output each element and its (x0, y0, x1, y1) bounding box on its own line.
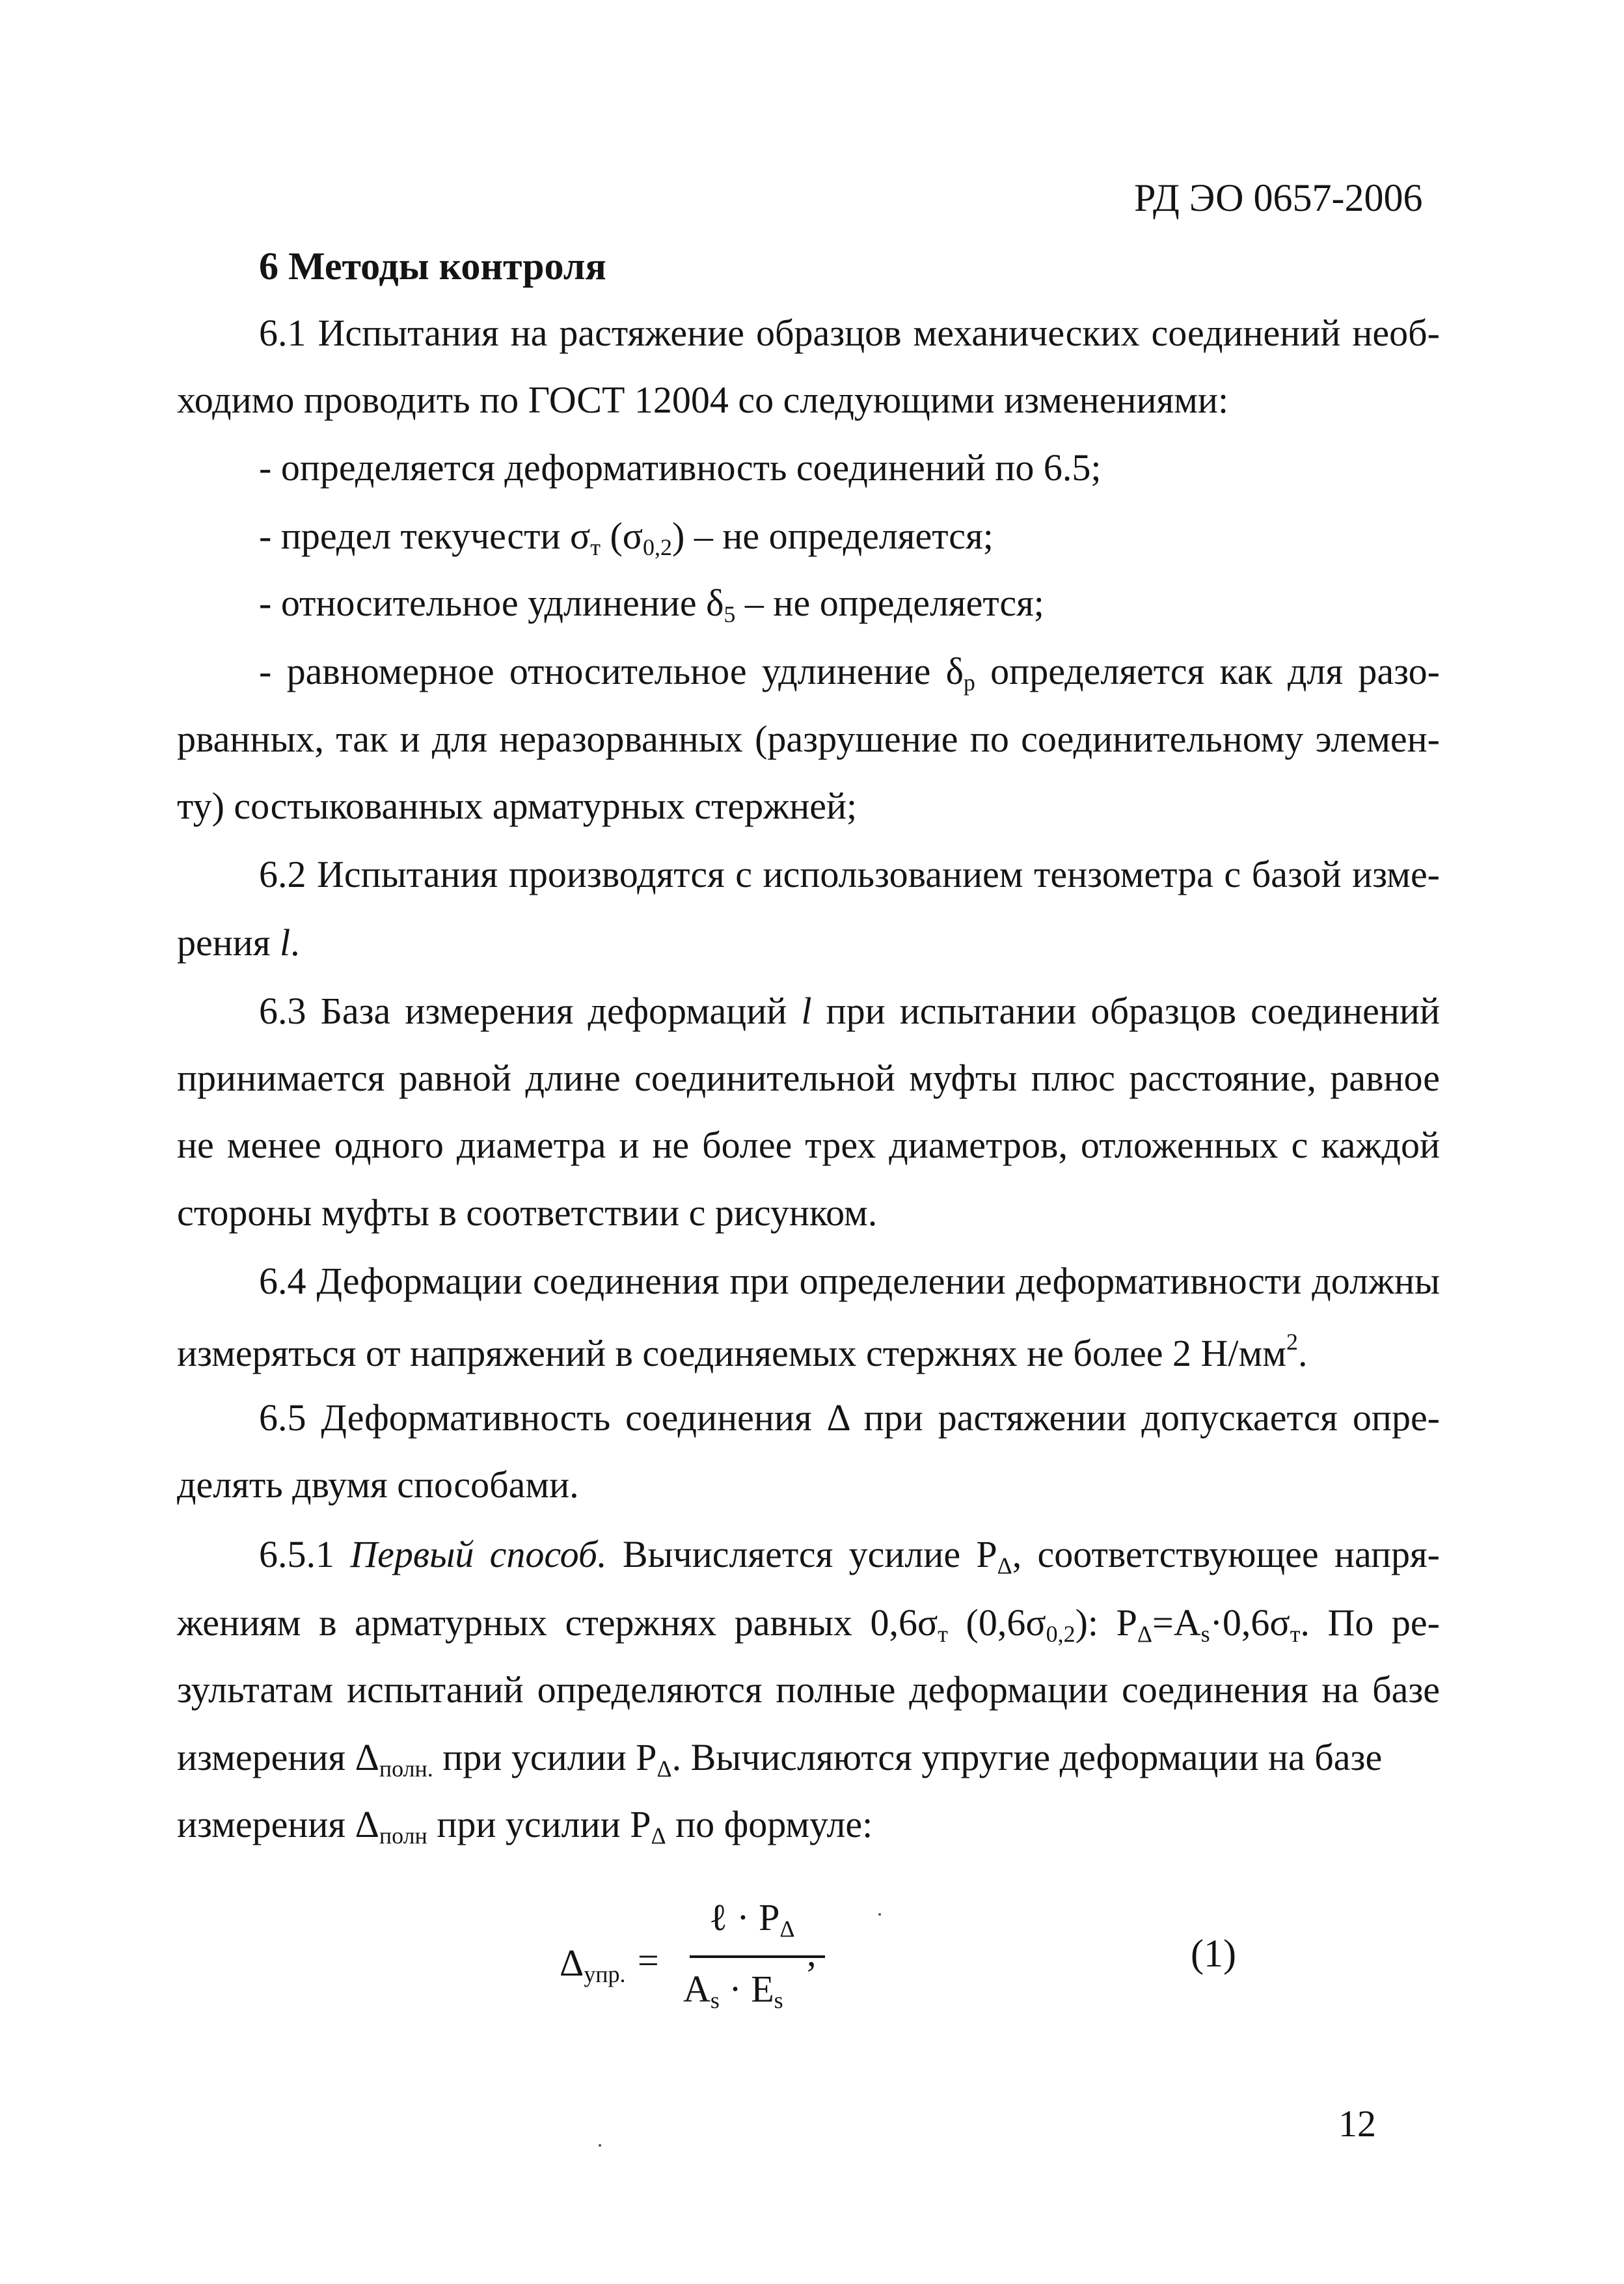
paragraph-text: при усилии Р (433, 1736, 657, 1778)
subscript: р (963, 670, 975, 696)
paragraph-6-1-line-2: ходимо проводить по ГОСТ 12004 со следующими изменениями: (177, 379, 1229, 421)
subscript: 5 (724, 601, 736, 628)
bullet-uniform-elongation-line-2: рванных, так и для неразорванных (разрушение по соединительному элемен- (177, 718, 1440, 760)
document-code: РД ЭО 0657-2006 (1134, 176, 1423, 219)
scan-speck (599, 2144, 601, 2147)
paragraph-text: (0,6σ (947, 1601, 1046, 1644)
paragraph-text: измеряться от напряжений в соединяемых стержнях не более 2 Н/мм (177, 1332, 1286, 1375)
paragraph-6-5-1-line-5 (177, 1803, 1440, 1849)
subscript: полн (379, 1823, 427, 1849)
formula-lhs (560, 1941, 626, 1988)
paragraph-6-5-line-1: 6.5 Деформативность соединения Δ при растяжении допускается опре- (259, 1396, 1440, 1439)
paragraph-6-3-line-4: стороны муфты в соответствии с рисунком. (177, 1191, 878, 1234)
paragraph-text: жениям в арматурных стержнях равных 0,6σ (177, 1601, 938, 1644)
paragraph-text: измерения Δ (177, 1803, 379, 1845)
italic-symbol: l (280, 921, 291, 964)
paragraph-text: . Вычисляются упругие деформации на базе (671, 1736, 1383, 1778)
page-number: 12 (1338, 2102, 1376, 2145)
subscript: s (710, 1987, 720, 2014)
bullet-text: определяется как для разо- (975, 650, 1440, 692)
paragraph-text: по формуле: (666, 1803, 873, 1845)
subscript: упр. (584, 1961, 626, 1988)
scan-speck (878, 1913, 881, 1916)
paragraph-text: рения (177, 921, 280, 964)
italic-term: Первый способ. (350, 1533, 607, 1575)
formula-symbol: А (683, 1968, 710, 2010)
bullet-uniform-elongation-line-3: ту) состыкованных арматурных стержней; (177, 785, 858, 827)
paragraph-text: измерения Δ (177, 1736, 379, 1778)
bullet-deformability: - определяется деформативность соединений по 6.5; (259, 446, 1102, 489)
subscript: Δ (997, 1553, 1012, 1579)
formula-denominator (683, 1967, 783, 2014)
bullet-elongation (259, 584, 1522, 627)
paragraph-6-3-line-3: не менее одного диаметра и не более трех диаметров, отложенных с каждой (177, 1124, 1440, 1166)
subscript: s (774, 1987, 783, 2014)
bullet-text: – не определяется; (735, 582, 1044, 624)
paragraph-6-4-line-2 (177, 1329, 1440, 1375)
subscript: т (590, 534, 601, 561)
bullet-text: (σ (600, 515, 643, 557)
subscript: Δ (779, 1916, 795, 1942)
paragraph-text: Вычисляется усилие Р (606, 1533, 997, 1575)
formula-numerator (709, 1896, 794, 1942)
paragraph-text: при испытании образцов соединений (811, 990, 1441, 1032)
subscript: т (1290, 1621, 1301, 1648)
paragraph-6-5-1-line-2 (177, 1601, 1440, 1648)
italic-symbol: l (801, 990, 812, 1032)
subscript: 0,2 (1046, 1621, 1076, 1648)
bullet-text: ) – не определяется; (672, 515, 994, 557)
fraction-bar (690, 1955, 825, 1958)
formula-equals-sign: = (638, 1939, 659, 1981)
paragraph-text: . (290, 921, 300, 964)
paragraph-6-4-line-1: 6.4 Деформации соединения при определении деформативности должны (259, 1260, 1440, 1302)
subscript: s (1200, 1621, 1210, 1648)
paragraph-text: ·0,6σ (1210, 1601, 1290, 1644)
bullet-uniform-elongation-line-1 (259, 650, 1440, 696)
paragraph-6-5-1-line-4 (177, 1736, 1440, 1782)
subscript: Δ (1137, 1621, 1152, 1648)
paragraph-6-5-line-2: делять двумя способами. (177, 1463, 579, 1506)
paragraph-text: 6.5.1 (259, 1533, 351, 1575)
bullet-yield-strength (259, 517, 1522, 560)
subscript: Δ (656, 1756, 672, 1782)
paragraph-6-5-1-line-3: зультатам испытаний определяются полные деформации соединения на базе (177, 1668, 1440, 1711)
subscript: т (938, 1621, 948, 1648)
formula-number: (1) (1191, 1932, 1236, 1975)
subscript: полн. (379, 1756, 433, 1782)
paragraph-text: , соответствующее напря- (1012, 1533, 1440, 1575)
subscript: 0,2 (643, 534, 672, 561)
paragraph-6-3-line-2: принимается равной длине соединительной муфты плюс расстояние, равное (177, 1057, 1440, 1099)
section-heading: 6 Методы контроля (259, 245, 606, 288)
subscript: Δ (651, 1823, 666, 1849)
bullet-text: - предел текучести σ (259, 515, 591, 557)
formula-symbol: · Е (719, 1968, 774, 2010)
formula-symbol: ℓ · Р (709, 1896, 780, 1938)
bullet-text: - равномерное относительное удлинение δ (259, 650, 964, 692)
paragraph-text: . (1297, 1332, 1308, 1375)
formula-comma: , (807, 1932, 817, 1974)
bullet-text: - относительное удлинение δ (259, 582, 724, 624)
paragraph-6-2-line-2 (177, 921, 1440, 964)
paragraph-text: при усилии Р (427, 1803, 651, 1845)
paragraph-6-1-line-1: 6.1 Испытания на растяжение образцов механических соединений необ- (259, 312, 1440, 354)
paragraph-6-3-line-1 (259, 992, 1440, 1030)
paragraph-text: ): Р (1075, 1601, 1137, 1644)
paragraph-6-2-line-1: 6.2 Испытания производятся с использованием тензометра с базой изме- (259, 853, 1440, 895)
paragraph-text: . По ре- (1300, 1601, 1440, 1644)
formula-symbol: Δ (560, 1942, 584, 1984)
formula-elastic-deformation (560, 1890, 833, 2040)
paragraph-text: =А (1152, 1601, 1201, 1644)
paragraph-text: 6.3 База измерения деформаций (259, 990, 802, 1032)
paragraph-6-5-1-line-1 (259, 1533, 1440, 1579)
superscript: 2 (1286, 1329, 1298, 1355)
